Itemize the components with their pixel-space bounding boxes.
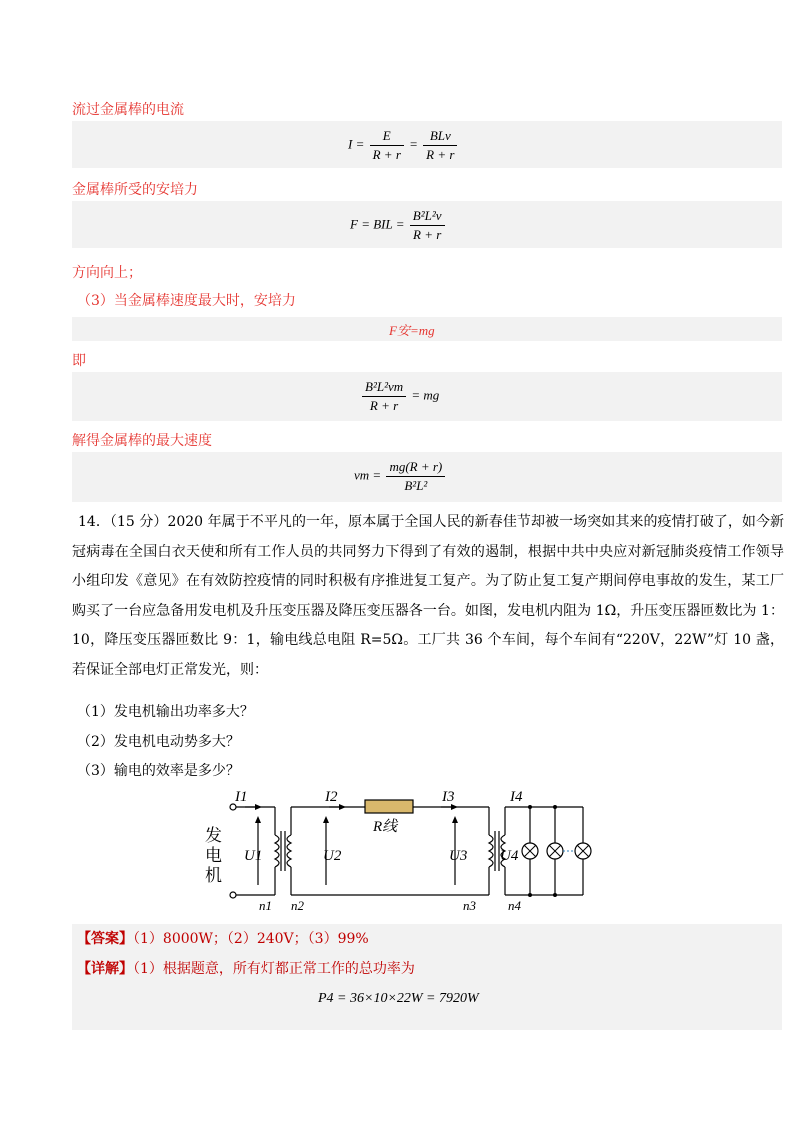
generator-char-1: 发 — [205, 826, 222, 846]
label-n3: n3 — [463, 898, 476, 913]
label-U3: U3 — [449, 848, 468, 864]
label-I4: I4 — [510, 789, 523, 805]
problem-text: 14．（15 分）2020 年属于不平凡的一年，原本属于全国人民的新春佳节却被一场突如其来的疫情打破了，如今新冠病毒在全国白衣天使和所有工作人员的共同努力下得到了有效的遏制，根据中共中央应对新冠肺炎疫情工作领导小组印发《意见》在有效防控疫情的同时积极有序推进复工复产。为了防止复工复产期间停电事故的发生，某工厂购买了一台应急备用发电机及升压变压器及降压变压器各一台。如图，发电机内阻为 1Ω，升压变压器匝数比为 1：10，降压变压器匝数比 9：1，输电线总电阻 R=5Ω。工厂共 36 个车间，每个车间有“220V，22W”灯 10 盏，若保证全部电灯正常发光，则： — [72, 514, 784, 678]
lamp-icon — [522, 843, 538, 859]
question-1: （1）发电机输出功率多大？ — [77, 704, 254, 720]
question-2: （2）发电机电动势多大？ — [77, 734, 240, 750]
label-I1: I1 — [235, 789, 248, 805]
label-I2: I2 — [325, 789, 338, 805]
question-3: （3）输电的效率是多少？ — [77, 763, 240, 779]
label-I3: I3 — [442, 789, 455, 805]
lamp-icon — [547, 843, 563, 859]
circuit-diagram — [195, 785, 605, 915]
label-U4: U4 — [500, 848, 519, 864]
formula-box-balance — [72, 372, 782, 421]
generator-char-3: 机 — [205, 866, 222, 886]
detail-text: （1）根据题意，所有灯都正常工作的总功率为 — [133, 961, 415, 977]
detail-label: 【详解】 — [77, 961, 133, 977]
formula-current: I = $\frac{E}{R + r}$ = $\frac{\text{BLv}}{R + r}$ — [348, 128, 459, 163]
answer-label: 【答案】 — [77, 931, 133, 947]
label-U2: U2 — [323, 848, 342, 864]
formula-box-fa — [72, 317, 782, 341]
ji-text: 即 — [72, 353, 86, 369]
detail-line — [77, 959, 415, 979]
detail-formula: P4 = 36×10×22W = 7920W — [318, 991, 479, 1006]
line-resistor — [365, 800, 413, 813]
answer-box — [72, 924, 782, 1030]
generator-char-2: 电 — [205, 846, 222, 866]
direction-text: 方向向上； — [72, 265, 142, 281]
formula-balance: $\frac{\text{B²L²vm}}{R + r}$ = mg — [360, 379, 439, 414]
label-U1: U1 — [244, 848, 263, 864]
formula-box-force — [72, 201, 782, 248]
label-R-line: R线 — [373, 819, 398, 835]
q3-label: （3）当金属棒速度最大时，安培力 — [77, 293, 296, 309]
formula-fa: F安=mg — [389, 323, 435, 338]
answer-line — [77, 929, 369, 949]
force-label: 金属棒所受的安培力 — [72, 182, 198, 198]
lamp-icon — [575, 843, 591, 859]
answer-text: （1）8000W；（2）240V；（3）99% — [133, 931, 369, 947]
label-n1: n1 — [259, 898, 272, 913]
current-label: 流过金属棒的电流 — [72, 102, 184, 118]
formula-box-vmax — [72, 452, 782, 502]
formula-vmax: vm = $\frac{mg(R + r)}{\text{B²L²}}$ — [354, 459, 447, 494]
formula-box-current — [72, 121, 782, 168]
label-n2: n2 — [291, 898, 304, 913]
formula-force: F = BIL = $\frac{\text{B²L²v}}{R + r}$ — [350, 208, 447, 243]
vmax-label: 解得金属棒的最大速度 — [72, 433, 212, 449]
label-n4: n4 — [508, 898, 521, 913]
